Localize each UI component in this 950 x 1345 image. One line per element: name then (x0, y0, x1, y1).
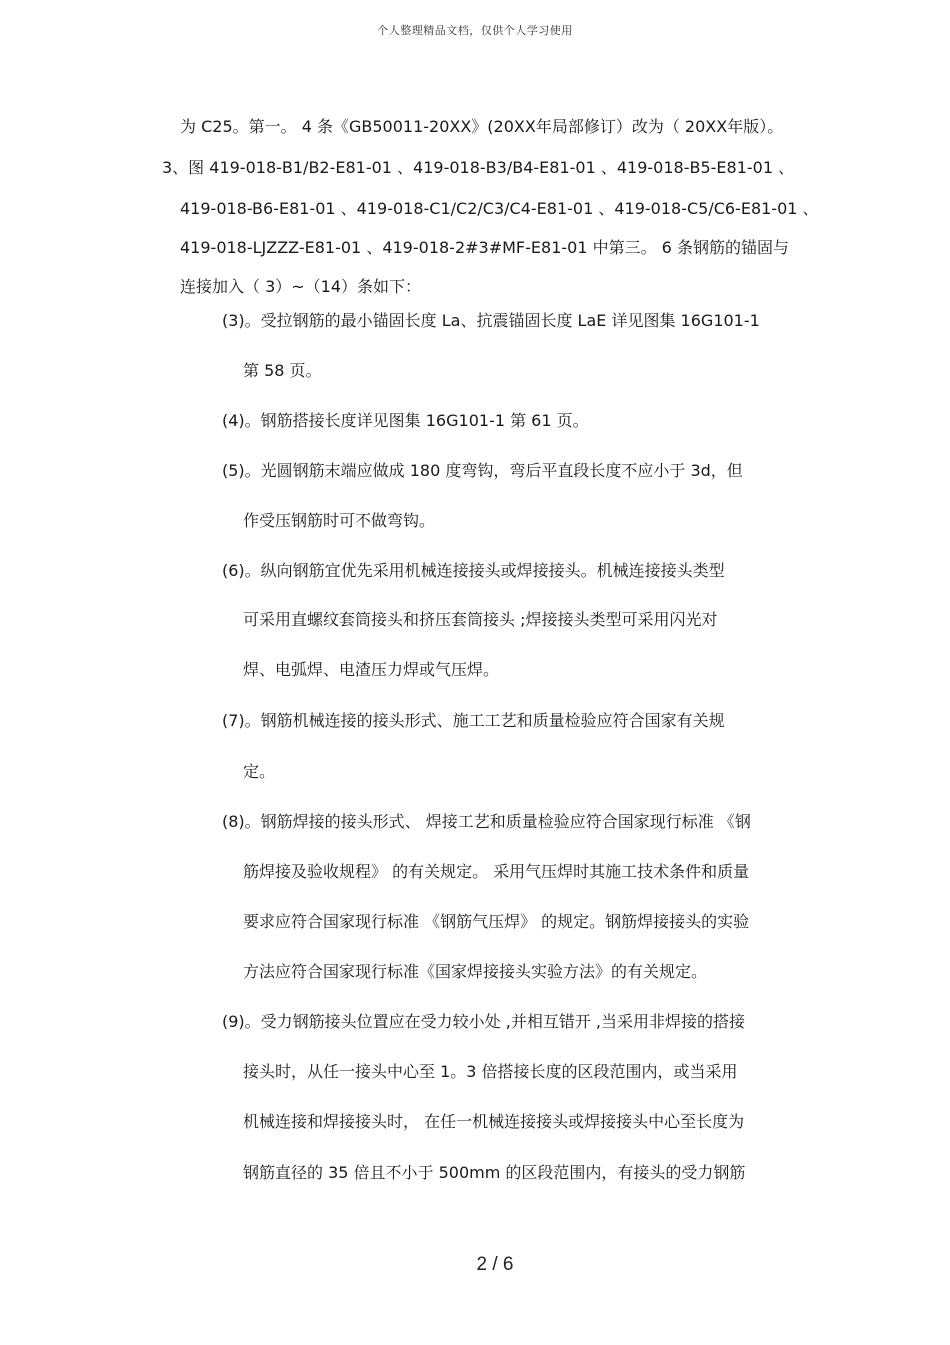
text-line: 要求应符合国家现行标准 《钢筋气压焊》 的规定。钢筋焊接接头的实验 (243, 912, 750, 931)
page-header: 个人整理精品文档，仅供个人学习使用 (377, 24, 573, 37)
text-line: 机械连接和焊接接头时， 在任一机械连接接头或焊接接头中心至长度为 (243, 1112, 745, 1131)
text-line: (3)。受拉钢筋的最小锚固长度 La、抗震锚固长度 LaE 详见图集 16G101-1 (222, 311, 760, 330)
text-line: 方法应符合国家现行标准《国家焊接接头实验方法》的有关规定。 (243, 962, 708, 981)
text-line: 筋焊接及验收规程》 的有关规定。 采用气压焊时其施工技术条件和质量 (243, 862, 750, 881)
text-line: 可采用直螺纹套筒接头和挤压套筒接头 ;焊接接头类型可采用闪光对 (243, 610, 718, 629)
text-line: (8)。钢筋焊接的接头形式、 焊接工艺和质量检验应符合国家现行标准 《钢 (222, 812, 751, 831)
page-number: 2 / 6 (476, 1254, 514, 1275)
text-line: 为 C25。第一。 4 条《GB50011-20XX》(20XX年局部修订）改为（ 20XX年版）。 (180, 117, 784, 136)
text-line: 作受压钢筋时可不做弯钩。 (243, 511, 436, 530)
text-line: 连接加入（ 3）~（14）条如下： (180, 277, 422, 296)
text-line: 第 58 页。 (243, 361, 322, 380)
text-line: 定。 (243, 762, 276, 781)
text-line: 3、图 419-018-B1/B2-E81-01 、419-018-B3/B4-E81-01 、419-018-B5-E81-01 、 (162, 158, 795, 177)
text-line: 接头时，从任一接头中心至 1。3 倍搭接长度的区段范围内，或当采用 (243, 1062, 738, 1081)
text-line: 焊、电弧焊、电渣压力焊或气压焊。 (243, 660, 500, 679)
text-line: (7)。钢筋机械连接的接头形式、施工工艺和质量检验应符合国家有关规 (222, 711, 725, 730)
text-line: 419-018-B6-E81-01 、419-018-C1/C2/C3/C4-E81-01 、419-018-C5/C6-E81-01 、 (180, 199, 819, 218)
text-line: (4)。钢筋搭接长度详见图集 16G101-1 第 61 页。 (222, 411, 589, 430)
text-line: (6)。纵向钢筋宜优先采用机械连接接头或焊接接头。机械连接接头类型 (222, 561, 725, 580)
text-line: (9)。受力钢筋接头位置应在受力较小处 ,并相互错开 ,当采用非焊接的搭接 (222, 1012, 746, 1031)
text-line: (5)。光圆钢筋末端应做成 180 度弯钩，弯后平直段长度不应小于 3d，但 (222, 461, 743, 480)
text-line: 419-018-LJZZZ-E81-01 、419-018-2#3#MF-E81-01 中第三。 6 条钢筋的锚固与 (180, 238, 789, 257)
text-line: 钢筋直径的 35 倍且不小于 500mm 的区段范围内，有接头的受力钢筋 (243, 1163, 746, 1182)
